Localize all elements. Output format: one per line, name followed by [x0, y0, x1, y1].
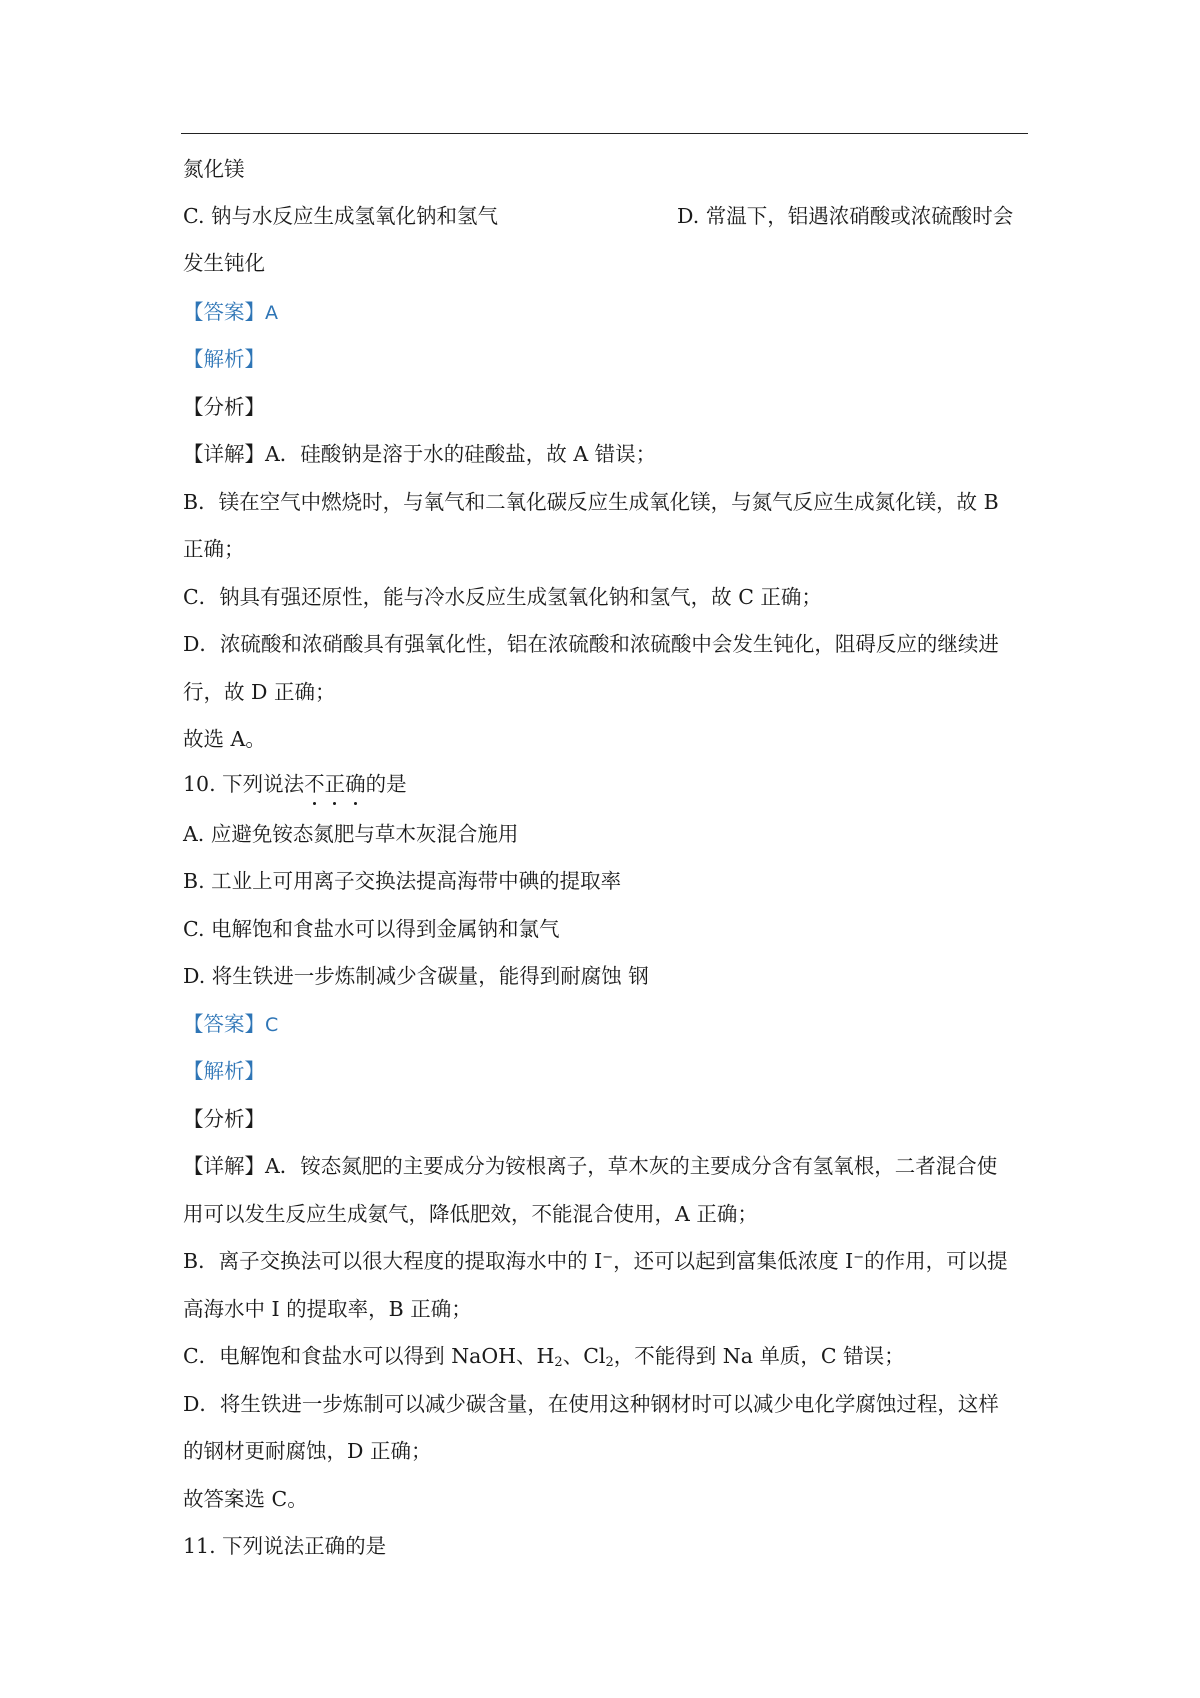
q10-detail-c [183, 1342, 905, 1370]
detail-c: C．钠具有强还原性，能与冷水反应生成氢氧化钠和氢气，故 C 正确； [183, 585, 822, 609]
q10-detail-b-post: 的作用，可以提 [864, 1249, 1008, 1273]
detail-tag: 【详解】 [183, 442, 265, 466]
detail-a-text: A．硅酸钠是溶于水的硅酸盐，故 A 错误； [265, 442, 657, 466]
q10-detail-a-line1 [183, 1152, 997, 1180]
q10-stem [183, 770, 407, 798]
q10-detail-c-pre: C．电解饱和食盐水可以得到 NaOH、H [183, 1344, 555, 1368]
q10-detail-d-line1: D．将生铁进一步炼制可以减少碳含量，在使用这种钢材时可以减少电化学腐蚀过程，这样 [183, 1392, 999, 1416]
q10-detail-b-pre: B．离子交换法可以很大程度的提取海水中的 I [183, 1249, 603, 1273]
answer-tag: 【答案】 [183, 300, 265, 324]
subscript: 2 [554, 1355, 563, 1370]
detail-a [183, 440, 656, 468]
option-c: C. 钠与水反应生成氢氧化钠和氢气 [183, 204, 498, 228]
detail-b-line1: B．镁在空气中燃烧时，与氧气和二氧化碳反应生成氧化镁，与氮气反应生成氮化镁，故 B [183, 490, 999, 514]
option-d: D. 常温下，铝遇浓硝酸或浓硫酸时会 [677, 204, 1014, 228]
option-b-continuation: 氮化镁 [183, 157, 245, 181]
q10-detail-b-mid: ，还可以起到富集低浓度 I [613, 1249, 854, 1273]
answer-line [183, 298, 278, 327]
q10-detail-a-line2: 用可以发生反应生成氨气，降低肥效，不能混合使用，A 正确； [183, 1202, 758, 1226]
q10-option-c: C. 电解饱和食盐水可以得到金属钠和氯气 [183, 917, 560, 941]
q10-stem-pre: 10. 下列说法 [183, 772, 305, 796]
detail-b-line2: 正确； [183, 537, 245, 561]
q10-option-d: D. 将生铁进一步炼制减少含碳量，能得到耐腐蚀 钢 [183, 964, 649, 988]
detail-d-line2: 行，故 D 正确； [183, 680, 336, 704]
emphasis-char: 正 [324, 772, 346, 796]
answer-tag: 【答案】 [183, 1012, 265, 1036]
q11-stem: 11. 下列说法正确的是 [183, 1534, 387, 1558]
iodide-charge: − [602, 1250, 614, 1265]
analysis-tag: 【解析】 [183, 347, 265, 371]
q10-detail-b-line2: 高海水中 I 的提取率，B 正确； [183, 1297, 472, 1321]
emphasis-char: 不 [304, 772, 325, 796]
q10-answer-line [183, 1010, 278, 1039]
answer-value: C [265, 1014, 279, 1036]
q10-detail-c-post: ，不能得到 Na 单质，C 错误； [613, 1344, 905, 1368]
subscript: 2 [605, 1355, 614, 1370]
q10-stem-post: 的是 [365, 772, 407, 796]
answer-value: A [265, 302, 278, 324]
header-rule [181, 133, 1028, 134]
option-d-continuation: 发生钝化 [183, 251, 265, 275]
q10-analysis-tag: 【解析】 [183, 1059, 265, 1083]
q10-fenxi-tag: 【分析】 [183, 1107, 265, 1131]
emphasis-char: 确 [345, 772, 366, 796]
conclusion: 故选 A。 [183, 727, 266, 751]
fenxi-tag: 【分析】 [183, 395, 265, 419]
q10-detail-b-line1 [183, 1247, 1008, 1275]
q10-option-b: B. 工业上可用离子交换法提高海带中碘的提取率 [183, 869, 622, 893]
iodide-charge: − [853, 1250, 865, 1265]
q10-detail-d-line2: 的钢材更耐腐蚀，D 正确； [183, 1439, 432, 1463]
detail-d-line1: D．浓硫酸和浓硝酸具有强氧化性，铝在浓硫酸和浓硫酸中会发生钝化，阻碍反应的继续进 [183, 632, 999, 656]
detail-tag: 【详解】 [183, 1154, 265, 1178]
q10-detail-a-text: A．铵态氮肥的主要成分为铵根离子，草木灰的主要成分含有氢氧根，二者混合使 [265, 1154, 998, 1178]
q10-detail-c-mid: 、Cl [562, 1344, 606, 1368]
q10-conclusion: 故答案选 C。 [183, 1487, 308, 1511]
q10-option-a: A. 应避免铵态氮肥与草木灰混合施用 [183, 822, 519, 846]
